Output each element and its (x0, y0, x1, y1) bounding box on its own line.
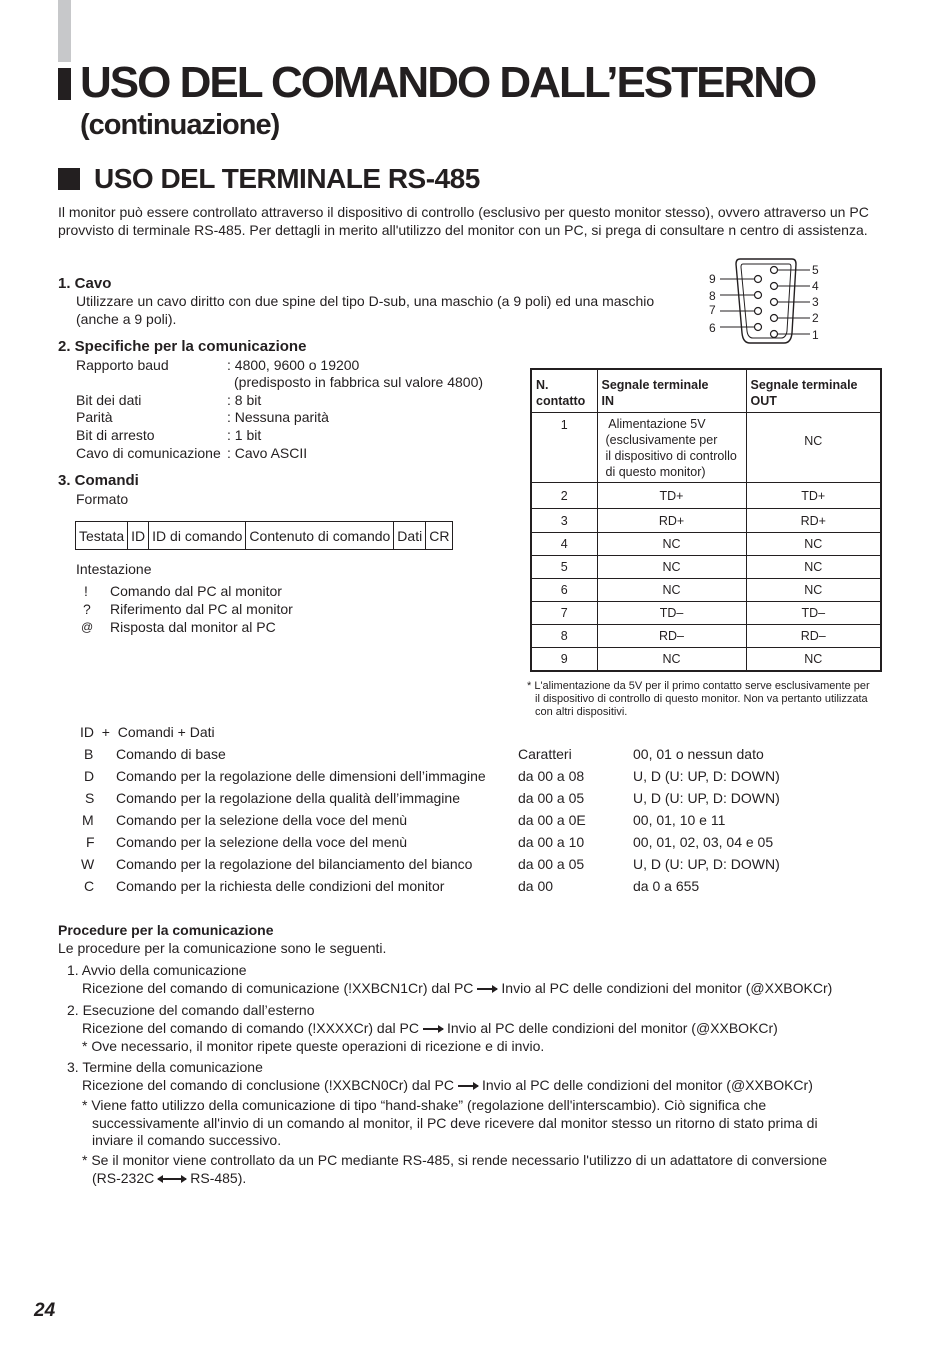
id-range-cell: da 00 a 08 (518, 768, 585, 784)
pin-label-2: 2 (812, 311, 819, 325)
pin-label-7: 7 (709, 303, 716, 317)
spec-label-databits: Bit dei dati (76, 392, 142, 408)
id-data-cell: U, D (U: UP, D: DOWN) (633, 856, 780, 872)
pin-label-3: 3 (812, 295, 819, 309)
format-cell-testata: Testata (76, 522, 128, 550)
header-label: Intestazione (76, 561, 152, 577)
format-cell-cr: CR (426, 522, 453, 550)
id-cell: M (82, 812, 94, 828)
intro-paragraph: Il monitor può essere controllato attraverso il dispositivo di controllo (esclusivo per questo monitor stesso), ovvero attraverso un PC provvisto di terminale RS-485. Per dettagli in merito all'utilizzo del monitor con un PC, si prega di consultare n centro di assistenza. (58, 204, 869, 238)
page-title: USO DEL COMANDO DALL’ESTERNO (80, 58, 816, 107)
title-marker-bar (58, 68, 71, 100)
id-data-cell: 00, 01 o nessun dato (633, 746, 764, 762)
id-cell: W (81, 856, 95, 872)
spec-label-stopbits: Bit di arresto (76, 427, 155, 443)
id-desc-cell: Comando per la richiesta delle condizioni del monitor (116, 878, 445, 894)
spec-label-baud: Rapporto baud (76, 357, 169, 373)
spec-value-baud-note: (predisposto in fabbrica sul valore 4800) (234, 374, 484, 390)
pin-label-6: 6 (709, 321, 716, 335)
table-row: 2 TD+ TD+ (531, 483, 881, 509)
pin-table-header-out: Segnale terminale OUT (746, 369, 881, 413)
format-cell-command-id: ID di comando (149, 522, 246, 550)
table-row: 8 RD– RD– (531, 625, 881, 648)
format-cell-data: Dati (394, 522, 426, 550)
procedures-intro: Le procedure per la comunicazione sono le seguenti. (58, 940, 387, 956)
id-cell: S (85, 790, 95, 806)
header-text-question: Riferimento dal PC al monitor (110, 601, 293, 617)
id-desc-cell: Comando per la selezione della voce del menù (116, 812, 408, 828)
id-desc-cell: Comando di base (116, 746, 226, 762)
id-cell: B (84, 746, 94, 762)
id-desc-cell: Comando per la regolazione della qualità dell’immagine (116, 790, 460, 806)
step3-text: Ricezione del comando di conclusione (!XXBCN0Cr) dal PC Invio al PC delle condizioni del monitor (@XXBOKCr) (82, 1077, 813, 1093)
id-data-cell: U, D (U: UP, D: DOWN) (633, 790, 780, 806)
id-desc-cell: Comando per la selezione della voce del menù (116, 834, 408, 850)
spec-value-databits: : 8 bit (227, 392, 262, 408)
header-text-excl: Comando dal PC al monitor (110, 583, 282, 599)
step2-text: Ricezione del comando di comando (!XXXXCr) dal PC Invio al PC delle condizioni del monitor (@XXBOKCr) (82, 1020, 778, 1036)
page-subtitle: (continuazione) (80, 109, 280, 141)
step1-title: 1. Avvio della comunicazione (67, 962, 247, 978)
cable-text-line1: Utilizzare un cavo diritto con due spine del tipo D-sub, una maschio (a 9 poli) ed una maschio (76, 293, 655, 309)
header-symbol-at: @ (81, 620, 94, 634)
pin-label-9: 9 (709, 272, 716, 286)
id-desc-cell: Comando per la regolazione delle dimensioni dell’immagine (116, 768, 486, 784)
id-range-cell: da 00 a 05 (518, 856, 585, 872)
id-range-cell: Caratteri (518, 746, 572, 762)
id-cell: F (86, 834, 95, 850)
step2-title: 2. Esecuzione del comando dall’esterno (67, 1002, 315, 1018)
step3-note1: * Viene fatto utilizzo della comunicazione di tipo “hand-shake” (regolazione dell'interscambio). Ciò significa che successivamente all'invio di un comando al monitor, il PC deve ricevere dal monitor stesso un ritorno di stato prima di inviare il comando successivo. (82, 1097, 818, 1148)
dsub-connector-diagram (700, 255, 830, 350)
id-desc-cell: Comando per la regolazione del bilanciamento del bianco (116, 856, 473, 872)
pin-number-cell: 1 (531, 413, 597, 483)
arrow-icon (423, 1028, 443, 1030)
spec-value-parity: : Nessuna parità (227, 409, 329, 425)
pin-label-5: 5 (812, 263, 819, 277)
pin-table-header-contact: N. contatto (531, 369, 597, 413)
format-cell-command-content: Contenuto di comando (246, 522, 394, 550)
section-title: USO DEL TERMINALE RS-485 (94, 163, 480, 194)
arrow-icon (458, 1085, 478, 1087)
table-row: 4 NC NC (531, 533, 881, 556)
spec-label-cable: Cavo di comunicazione (76, 445, 221, 461)
id-data-cell: da 0 a 655 (633, 878, 700, 894)
id-range-cell: da 00 a 10 (518, 834, 585, 850)
table-row: 7 TD– TD– (531, 602, 881, 625)
pin-label-1: 1 (812, 328, 819, 342)
pin-in-cell: Alimentazione 5V (esclusivamente per il dispositivo di controllo di questo monitor) (597, 413, 746, 483)
pin-label-8: 8 (709, 289, 716, 303)
spec-value-stopbits: : 1 bit (227, 427, 262, 443)
commands-heading: 3. Comandi (58, 472, 139, 489)
table-row: 6 NC NC (531, 579, 881, 602)
id-range-cell: da 00 a 0E (518, 812, 586, 828)
id-data-cell: 00, 01, 02, 03, 04 e 05 (633, 834, 774, 850)
id-data-cell: 00, 01, 10 e 11 (633, 812, 726, 828)
pin-out-cell: NC (746, 413, 881, 483)
cable-text-line2: (anche a 9 poli). (76, 311, 177, 327)
pin-signal-table (530, 368, 882, 672)
table-row: 5 NC NC (531, 556, 881, 579)
specs-heading: 2. Specifiche per la comunicazione (58, 338, 307, 355)
id-range-cell: da 00 a 05 (518, 790, 585, 806)
step2-note: * Ove necessario, il monitor ripete queste operazioni di ricezione e di invio. (82, 1038, 545, 1054)
cable-heading: 1. Cavo (58, 275, 112, 292)
id-data-cell: U, D (U: UP, D: DOWN) (633, 768, 780, 784)
step3-title: 3. Termine della comunicazione (67, 1059, 263, 1075)
spec-label-parity: Parità (76, 409, 113, 425)
header-symbol-question: ? (83, 601, 91, 617)
id-cell: C (84, 878, 95, 894)
step1-text: Ricezione del comando di comunicazione (!XXBCN1Cr) dal PC Invio al PC delle condizioni del monitor (@XXBOKCr) (82, 980, 833, 996)
spec-value-cable: : Cavo ASCII (227, 445, 308, 461)
id-range-cell: da 00 (518, 878, 554, 894)
format-cell-id: ID (128, 522, 149, 550)
step3-note2: * Se il monitor viene controllato da un PC mediante RS-485, si rende necessario l'utilizzo di un adattatore di conversione (RS-232C RS-485). (82, 1152, 828, 1186)
format-label: Formato (76, 491, 129, 507)
procedures-heading: Procedure per la comunicazione (58, 922, 274, 938)
double-arrow-icon (158, 1178, 186, 1180)
spec-value-baud: : 4800, 9600 o 19200 (227, 357, 360, 373)
page-number: 24 (34, 1300, 56, 1321)
command-format-table (75, 521, 453, 550)
header-text-at: Risposta dal monitor al PC (110, 619, 276, 635)
table-row: 3 RD+ RD+ (531, 509, 881, 533)
table-row: 9 NC NC (531, 648, 881, 671)
header-symbol-excl: ! (84, 583, 88, 599)
pin-label-4: 4 (812, 279, 819, 293)
pin-table-note: * L'alimentazione da 5V per il primo contatto serve esclusivamente per il dispositivo di controllo di questo monitor. Non va pertanto utilizzata con altri dispositivi. (527, 680, 870, 718)
top-gray-bar (58, 0, 71, 62)
id-table-header: ID + Comandi + Dati (80, 724, 215, 740)
pin-table-header-in: Segnale terminale IN (597, 369, 746, 413)
section-marker-square (58, 168, 80, 190)
id-cell: D (84, 768, 95, 784)
arrow-icon (477, 988, 497, 990)
